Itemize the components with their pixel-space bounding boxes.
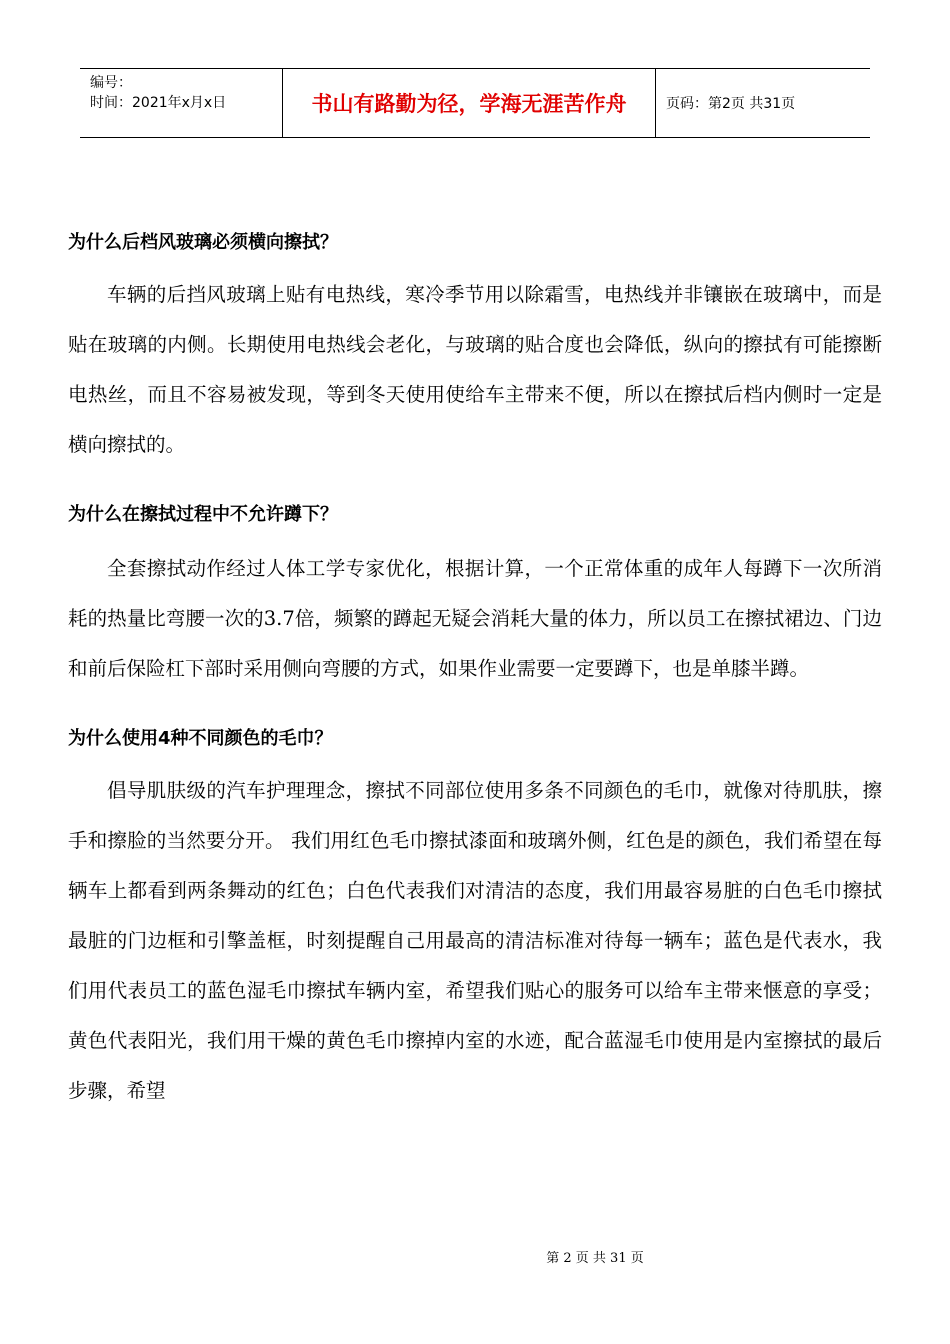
section-paragraph: 全套擦拭动作经过人体工学专家优化，根据计算，一个正常体重的成年人每蹲下一次所消耗的热量比弯腰一次的3.7倍，频繁的蹲起无疑会消耗大量的体力，所以员工在擦拭裙边、门边和前后保险杠下部时采用侧向弯腰的方式，如果作业需要一定要蹲下，也是单膝半蹲。 (68, 557, 882, 680)
number-label: 编号： (90, 75, 132, 91)
header-page-label: 页码：第2页 共31页 (666, 96, 796, 112)
section-no-squatting (68, 500, 882, 694)
section-rear-window (68, 228, 882, 470)
page-footer: 第 2 页 共 31 页 (546, 1251, 644, 1266)
section-paragraph: 车辆的后挡风玻璃上贴有电热线，寒冷季节用以除霜雪，电热线并非镶嵌在玻璃中，而是贴在玻璃的内侧。长期使用电热线会老化，与玻璃的贴合度也会降低，纵向的擦拭有可能擦断电热丝，而且不容易被发现，等到冬天使用使给车主带来不便，所以在擦拭后档内侧时一定是横向擦拭的。 (68, 283, 882, 456)
page-header (80, 68, 870, 138)
section-towel-colors (68, 724, 882, 1116)
date-label: 时间：2021年x月x日 (90, 95, 227, 111)
section-heading: 为什么在擦拭过程中不允许蹲下？ (68, 504, 338, 525)
section-heading: 为什么后档风玻璃必须横向擦拭？ (68, 232, 338, 253)
header-motto: 书山有路勤为径，学海无涯苦作舟 (283, 69, 656, 137)
section-heading: 为什么使用4种不同颜色的毛巾？ (68, 728, 333, 749)
document-body (68, 228, 882, 1116)
section-paragraph: 倡导肌肤级的汽车护理理念，擦拭不同部位使用多条不同颜色的毛巾，就像对待肌肤，擦手和擦脸的当然要分开。 我们用红色毛巾擦拭漆面和玻璃外侧，红色是的颜色，我们希望在每辆车上都看到两条舞动的红色；白色代表我们对清洁的态度，我们用最容易脏的白色毛巾擦拭最脏的门边框和引擎盖框，时刻提醒自己用最高的清洁标准对待每一辆车；蓝色是代表水，我们用代表员工的蓝色湿毛巾擦拭车辆内室，希望我们贴心的服务可以给车主带来惬意的享受；黄色代表阳光，我们用干燥的黄色毛巾擦掉内室的水迹，配合蓝湿毛巾使用是内室擦拭的最后步骤，希望 (68, 779, 882, 1102)
header-meta (80, 69, 283, 137)
